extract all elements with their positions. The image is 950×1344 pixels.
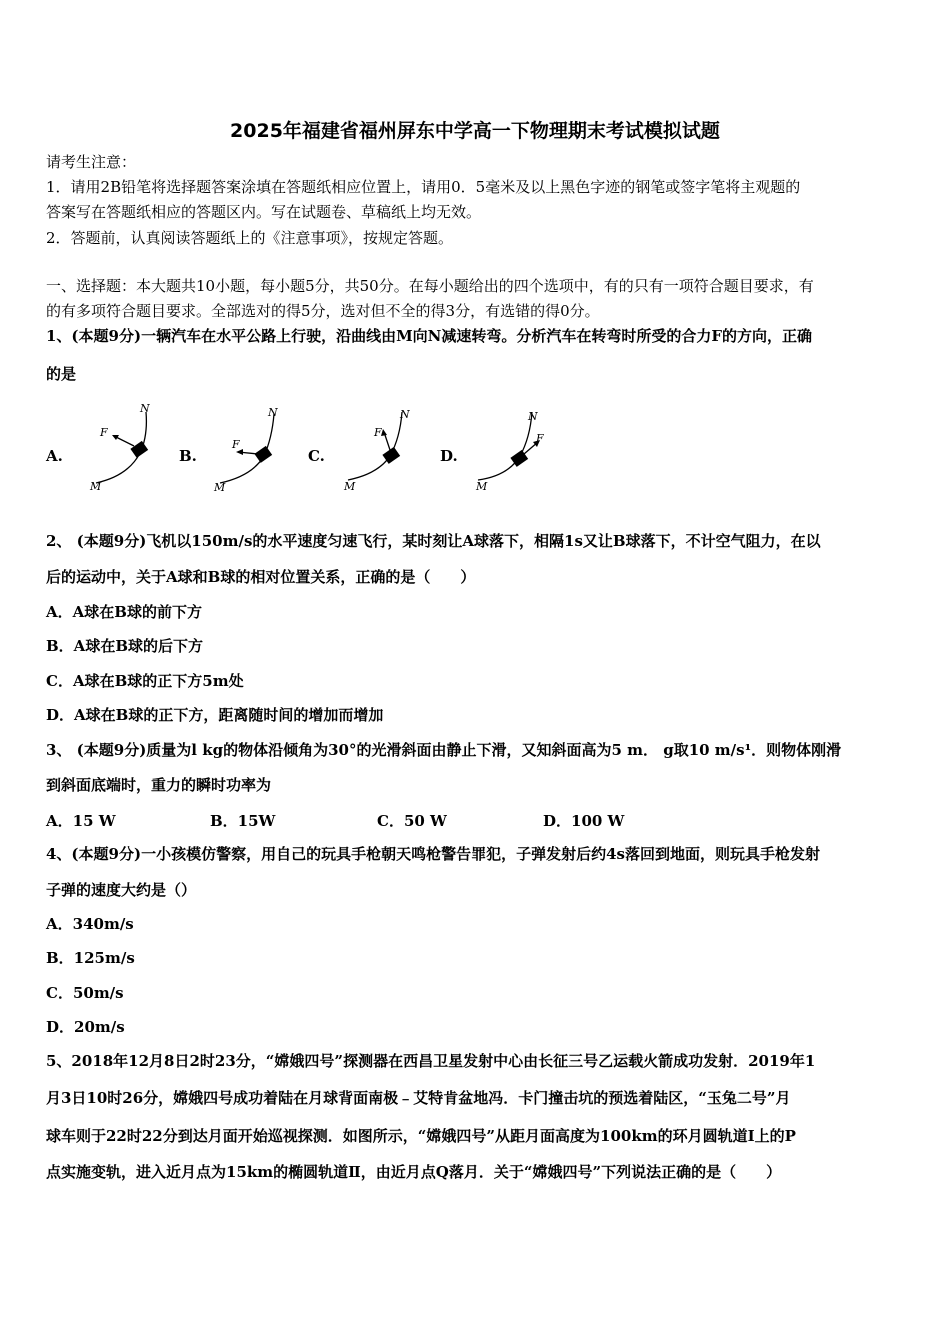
notice-line: 1．请用2B铅笔将选择题答案涂填在答题纸相应位置上，请用0．5毫米及以上黑色字迹的钢笔或签字笔将主观题的 [46,178,801,196]
svg-text:N: N [400,408,410,421]
notice-line: 答案写在答题纸相应的答题区内。写在试题卷、草稿纸上均无效。 [46,203,482,221]
question-1-text: 1、(本题9分)一辆汽车在水平公路上行驶，沿曲线由M向N减速转弯。分析汽车在转弯时所受的合力F的方向，正确 [46,327,813,345]
q1-figure-c [340,398,420,498]
question-4-text: 4、(本题9分)一小孩模仿警察，用自己的玩具手枪朝天鸣枪警告罪犯，子弹发射后约4s落回到地面，则玩具手枪发射 [46,845,820,863]
svg-text:M: M [90,480,102,493]
q2-option: D．A球在B球的正下方，距离随时间的增加而增加 [46,706,384,724]
q2-option: A．A球在B球的前下方 [46,603,202,621]
question-5-text: 球车则于22时22分到达月面开始巡视探测．如图所示，“嫦娥四号”从距月面高度为100km的环月圆轨道Ⅰ上的P [46,1127,796,1145]
q4-option: C．50m/s [46,984,124,1002]
question-2-text: 2、 (本题9分)飞机以150m/s的水平速度匀速飞行，某时刻让A球落下，相隔1s又让B球落下，不计空气阻力，在以 [46,532,821,550]
svg-text:M: M [476,480,488,493]
q1-option-b-label: B. [179,447,197,465]
page-title: 2025年福建省福州屏东中学高一下物理期末考试模拟试题 [230,120,720,142]
svg-text:M: M [214,481,226,494]
q1-figure-d [472,398,552,498]
svg-text:F: F [100,426,108,439]
q3-option-b: B．15W [210,812,276,830]
section-instructions: 一、选择题：本大题共10小题，每小题5分，共50分。在每小题给出的四个选项中，有的只有一项符合题目要求，有 [46,277,814,295]
svg-text:F: F [536,432,544,445]
svg-text:N: N [528,410,538,423]
q1-option-c-label: C. [308,447,325,465]
q2-option: B．A球在B球的后下方 [46,637,203,655]
q4-option: D．20m/s [46,1018,125,1036]
question-2-text: 后的运动中，关于A球和B球的相对位置关系，正确的是（ ） [46,568,476,586]
svg-text:N: N [268,406,278,419]
question-3-text: 到斜面底端时，重力的瞬时功率为 [46,776,272,794]
svg-text:F: F [232,438,240,451]
notice-line: 2．答题前，认真阅读答题纸上的《注意事项》，按规定答题。 [46,229,454,247]
notice-heading: 请考生注意： [46,153,137,171]
q1-figure-b [210,398,290,498]
q1-option-d-label: D. [440,447,458,465]
q3-option-d: D．100 W [543,812,625,830]
section-instructions: 的有多项符合题目要求。全部选对的得5分，选对但不全的得3分，有选错的得0分。 [46,302,600,320]
q3-option-c: C．50 W [377,812,447,830]
svg-text:N: N [140,402,150,415]
q1-figure-a [88,398,168,498]
question-5-text: 月3日10时26分，嫦娥四号成功着陆在月球背面南极﹣艾特肯盆地冯．卡门撞击坑的预选着陆区，“玉兔二号”月 [46,1089,791,1107]
question-5-text: 5、2018年12月8日2时23分，“嫦娥四号”探测器在西昌卫星发射中心由长征三号乙运载火箭成功发射．2019年1 [46,1052,816,1070]
q2-option: C．A球在B球的正下方5m处 [46,672,244,690]
question-4-text: 子弹的速度大约是（） [46,881,197,899]
svg-text:F: F [374,426,382,439]
q3-option-a: A．15 W [46,812,116,830]
q4-option: B．125m/s [46,949,135,967]
question-5-text: 点实施变轨，进入近月点为15km的椭圆轨道Ⅱ，由近月点Q落月．关于“嫦娥四号”下列说法正确的是（ ） [46,1163,782,1181]
question-3-text: 3、 (本题9分)质量为l kg的物体沿倾角为30°的光滑斜面由静止下滑，又知斜面高为5 m． g取10 m/s¹．则物体刚滑 [46,741,842,759]
q1-option-a-label: A. [46,447,63,465]
question-1-text: 的是 [46,365,77,383]
svg-text:M: M [344,480,356,493]
q4-option: A．340m/s [46,915,134,933]
